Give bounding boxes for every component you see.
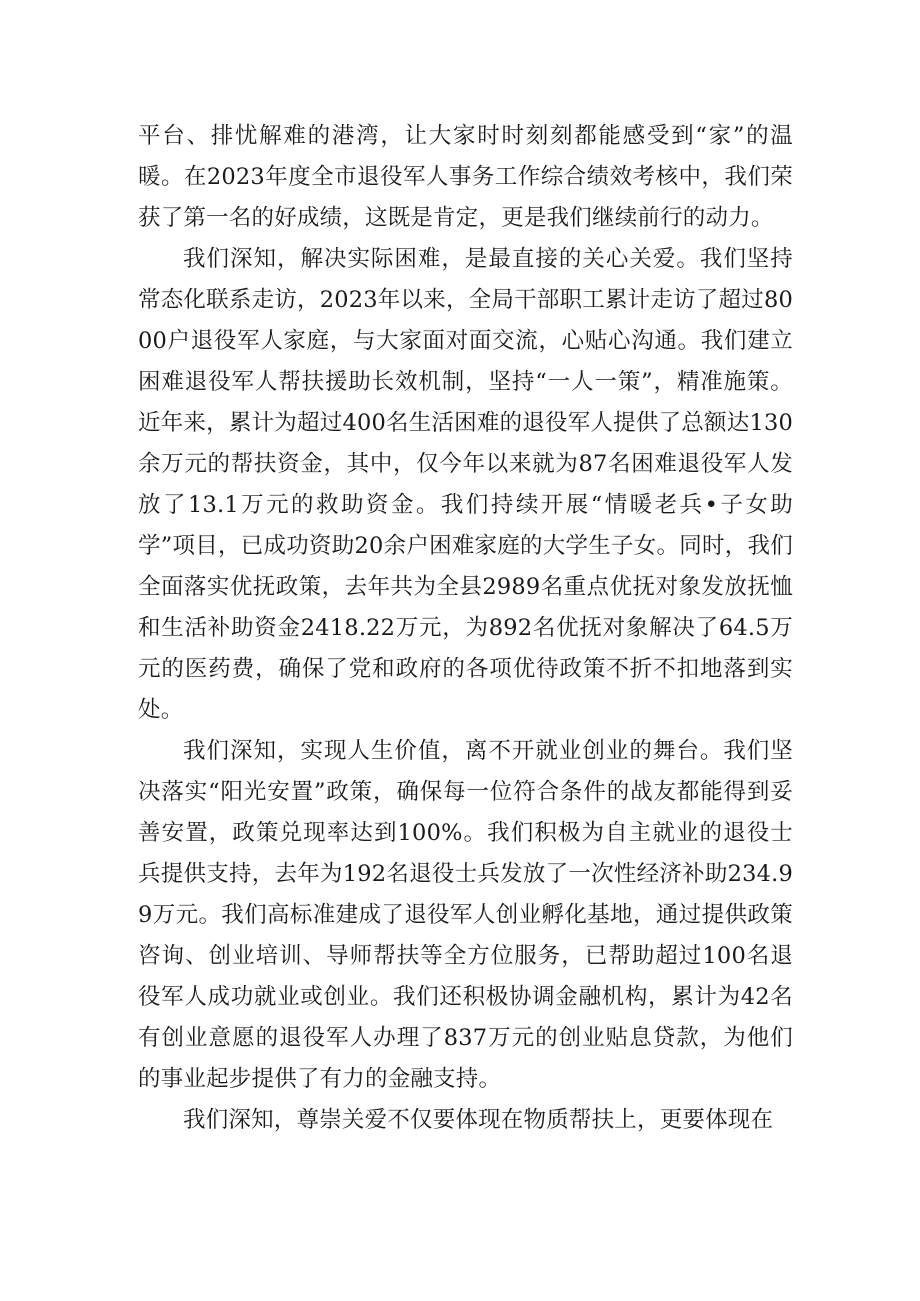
- document-body: [138, 116, 793, 1141]
- paragraph-employment-entrepreneurship: 我们深知，实现人生价值，离不开就业创业的舞台。我们坚决落实“阳光安置”政策，确保每一位符合条件的战友都能得到妥善安置，政策兑现率达到100%。我们积极为自主就业的退役士兵提供支持，去年为192名退役士兵发放了一次性经济补助234.99万元。我们高标准建成了退役军人创业孵化基地，通过提供政策咨询、创业培训、导师帮扶等全方位服务，已帮助超过100名退役军人成功就业或创业。我们还积极协调金融机构，累计为42名有创业意愿的退役军人办理了837万元的创业贴息贷款，为他们的事业起步提供了有力的金融支持。: [138, 738, 793, 1092]
- paragraph-respect-care: 我们深知，尊崇关爱不仅要体现在物质帮扶上，更要体现在: [183, 1107, 774, 1133]
- paragraph-continuation: 平台、排忧解难的港湾，让大家时时刻刻都能感受到“家”的温暖。在2023年度全市退役军人事务工作综合绩效考核中，我们荣获了第一名的好成绩，这既是肯定，更是我们继续前行的动力。: [138, 123, 793, 231]
- paragraph-practical-difficulties: 我们深知，解决实际困难，是最直接的关心关爱。我们坚持常态化联系走访，2023年以来，全局干部职工累计走访了超过8000户退役军人家庭，与大家面对面交流，心贴心沟通。我们建立困难退役军人帮扶援助长效机制，坚持“一人一策”，精准施策。近年来，累计为超过400名生活困难的退役军人提供了总额达130余万元的帮扶资金，其中，仅今年以来就为87名困难退役军人发放了13.1万元的救助资金。我们持续开展“情暖老兵•子女助学”项目，已成功资助20余户困难家庭的大学生子女。同时，我们全面落实优抚政策，去年共为全县2989名重点优抚对象发放抚恤和生活补助资金2418.22万元，为892名优抚对象解决了64.5万元的医药费，确保了党和政府的各项优待政策不折不扣地落到实处。: [138, 246, 793, 723]
